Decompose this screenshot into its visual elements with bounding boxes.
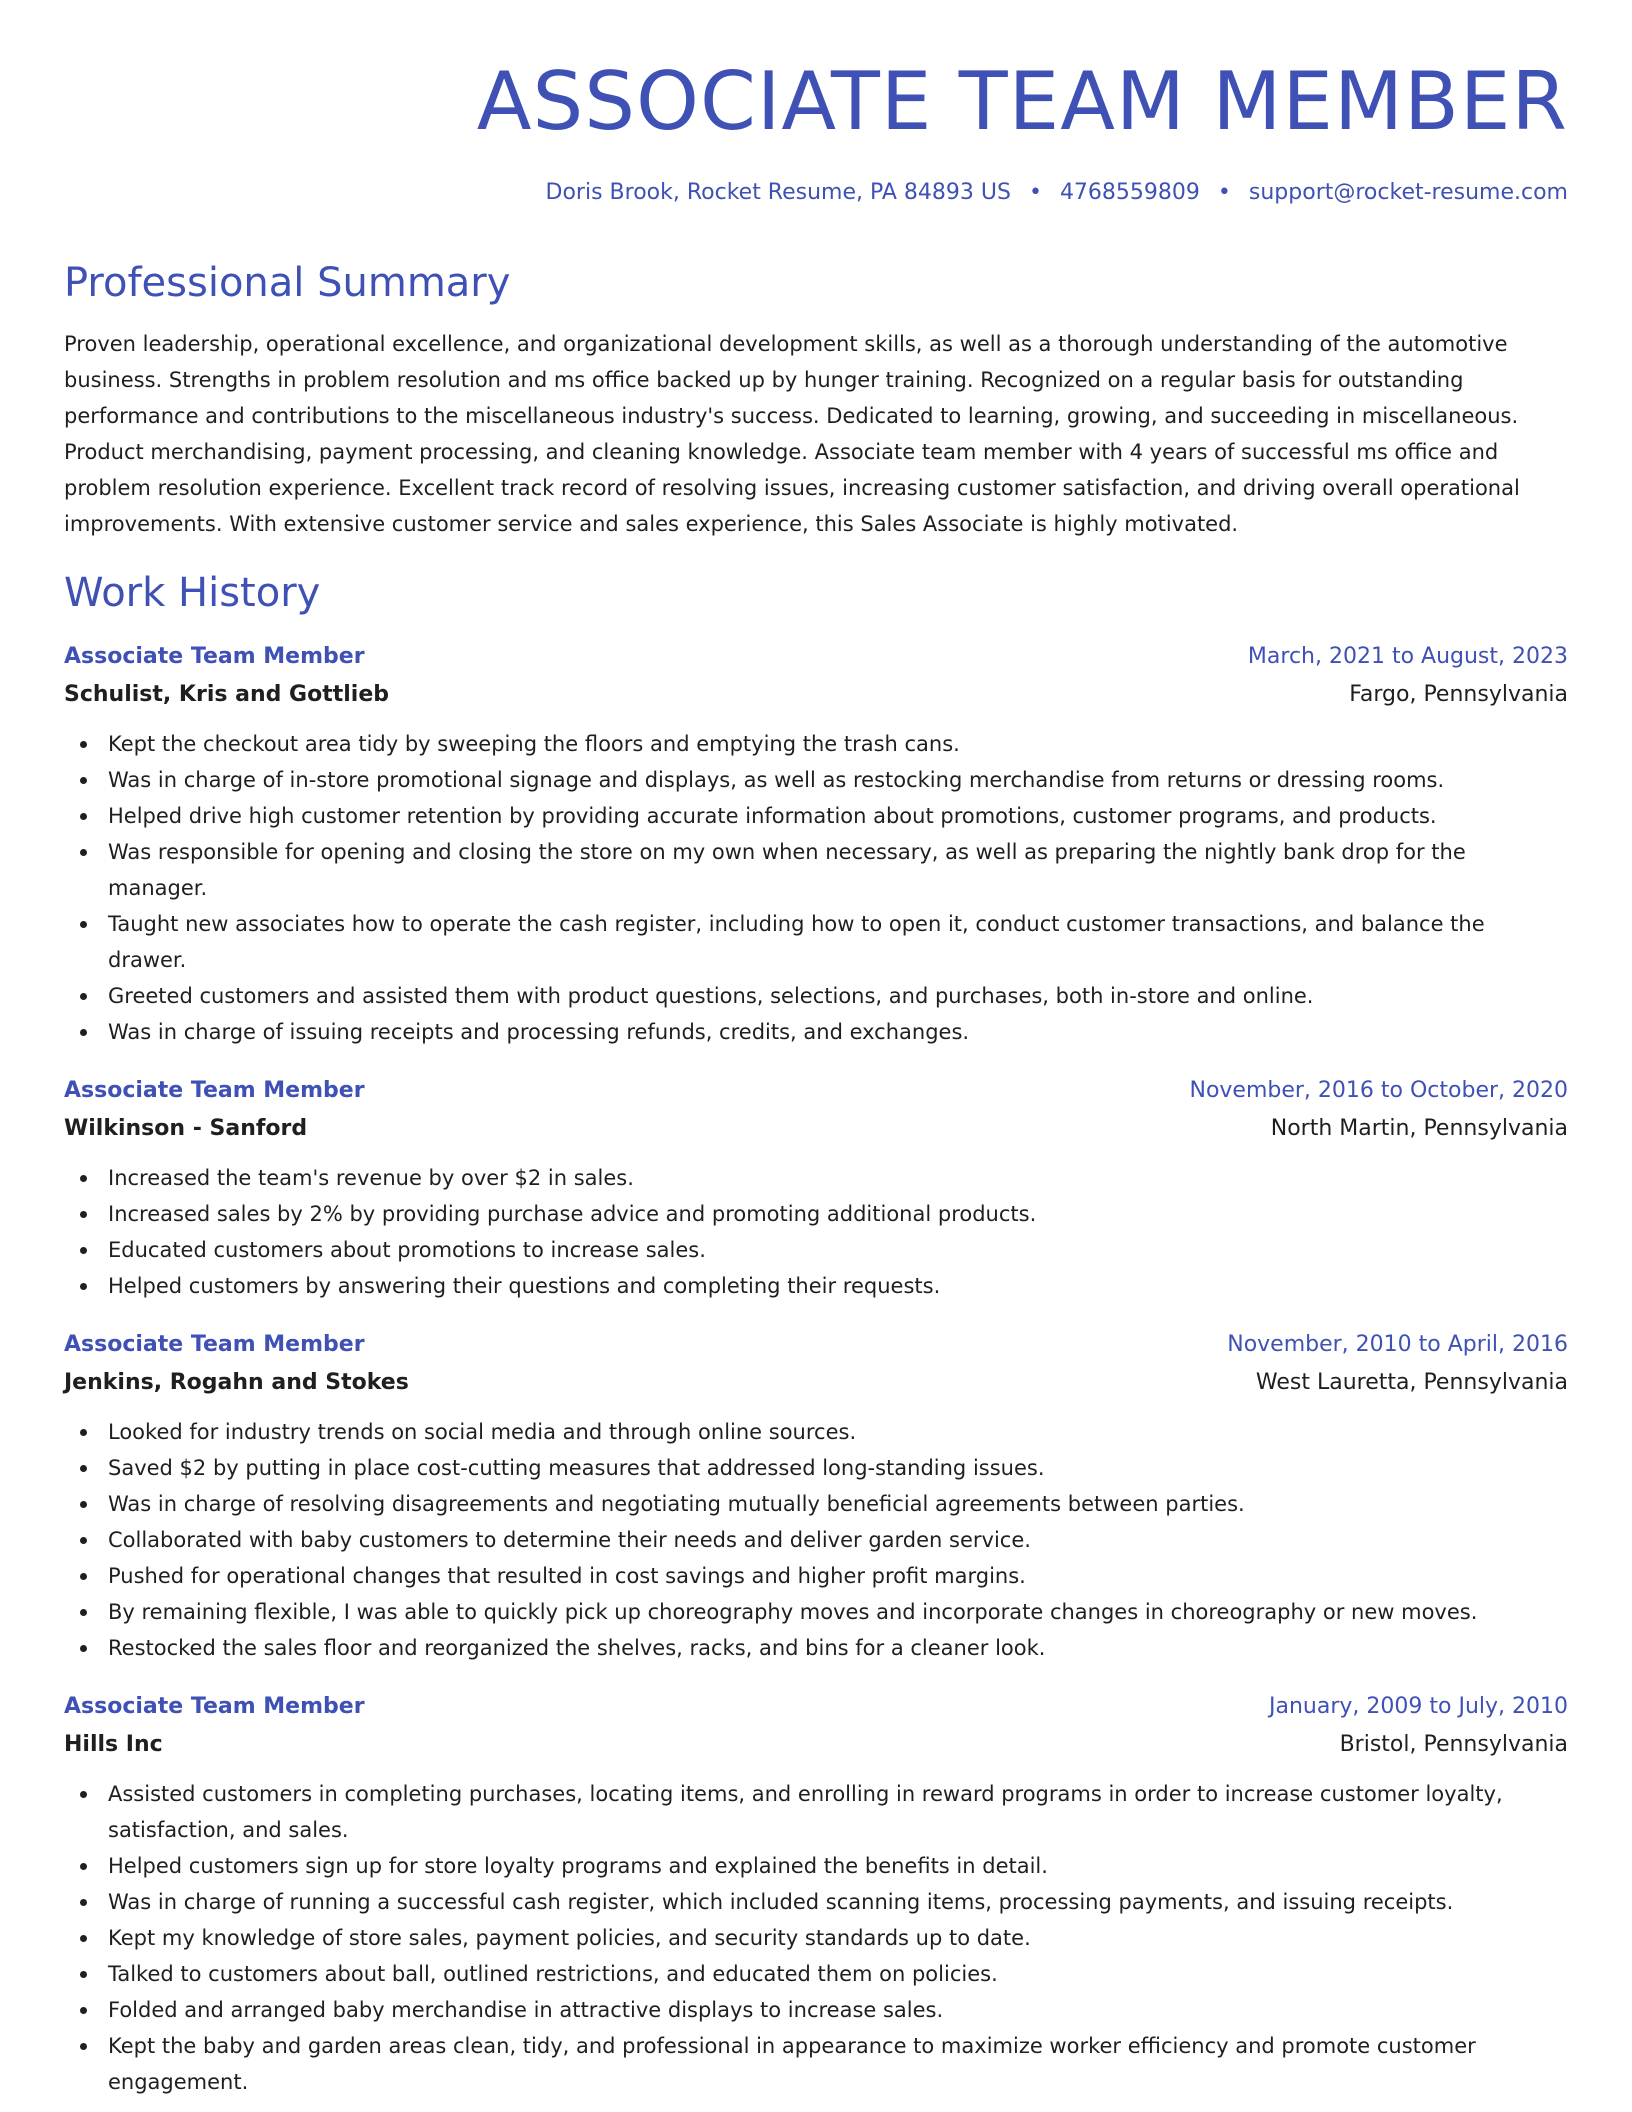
- job-bullet: Kept the baby and garden areas clean, tidy, and professional in appearance to maximize worker efficiency and promote customer engagement.: [64, 2028, 1568, 2100]
- job-location: Bristol, Pennsylvania: [1339, 1732, 1568, 1757]
- job-bullet: Was responsible for opening and closing the store on my own when necessary, as well as preparing the nightly bank drop for the manager.: [64, 834, 1568, 906]
- job-bullet: Pushed for operational changes that resulted in cost savings and higher profit margins.: [64, 1558, 1568, 1594]
- job-bullet: Increased the team's revenue by over $2 in sales.: [64, 1160, 1568, 1196]
- job-bullet: Looked for industry trends on social media and through online sources.: [64, 1414, 1568, 1450]
- job-entry: [64, 1688, 1568, 2100]
- job-bullet: Kept the checkout area tidy by sweeping the floors and emptying the trash cans.: [64, 726, 1568, 762]
- job-bullet: Helped customers by answering their questions and completing their requests.: [64, 1268, 1568, 1304]
- contact-address: Doris Brook, Rocket Resume, PA 84893 US: [545, 180, 1011, 205]
- job-entry: [64, 1326, 1568, 1666]
- job-bullet-list: [64, 1414, 1568, 1666]
- resume-title: ASSOCIATE TEAM MEMBER: [476, 55, 1568, 148]
- job-location: Fargo, Pennsylvania: [1349, 682, 1568, 707]
- job-dates: March, 2021 to August, 2023: [1247, 644, 1568, 669]
- job-company-row: [64, 1726, 1568, 1764]
- job-title-row: [64, 638, 1568, 676]
- job-entry: [64, 1072, 1568, 1304]
- job-bullet: Was in charge of resolving disagreements and negotiating mutually beneficial agreements between parties.: [64, 1486, 1568, 1522]
- job-title: Associate Team Member: [64, 1078, 365, 1103]
- job-bullet: Folded and arranged baby merchandise in attractive displays to increase sales.: [64, 1992, 1568, 2028]
- summary-text: Proven leadership, operational excellence, and organizational development skills, as well as a thorough understanding of the automotive business. Strengths in problem resolution and ms office backed up by hunger training. Recognized on a regular basis for outstanding performance and contributions to the miscellaneous industry's success. Dedicated to learning, growing, and succeeding in miscellaneous. Product merchandising, payment processing, and cleaning knowledge. Associate team member with 4 years of successful ms office and problem resolution experience. Excellent track record of resolving issues, increasing customer satisfaction, and driving overall operational improvements. With extensive customer service and sales experience, this Sales Associate is highly motivated.: [64, 332, 1520, 536]
- job-title: Associate Team Member: [64, 1332, 365, 1357]
- job-bullet: Kept my knowledge of store sales, payment policies, and security standards up to date.: [64, 1920, 1568, 1956]
- contact-line: [64, 178, 1568, 208]
- job-company: Hills Inc: [64, 1732, 163, 1757]
- job-entry: [64, 638, 1568, 1050]
- summary-heading: Professional Summary: [64, 260, 511, 306]
- job-bullet: Taught new associates how to operate the cash register, including how to open it, conduct customer transactions, and balance the drawer.: [64, 906, 1568, 978]
- job-dates: November, 2010 to April, 2016: [1227, 1332, 1568, 1357]
- job-company: Schulist, Kris and Gottlieb: [64, 682, 389, 707]
- job-bullet-list: [64, 726, 1568, 1050]
- job-bullet: Was in charge of running a successful cash register, which included scanning items, processing payments, and issuing receipts.: [64, 1884, 1568, 1920]
- job-company: Jenkins, Rogahn and Stokes: [64, 1370, 409, 1395]
- contact-phone[interactable]: 4768559809: [1059, 180, 1200, 205]
- job-dates: November, 2016 to October, 2020: [1189, 1078, 1568, 1103]
- job-company-row: [64, 1110, 1568, 1148]
- work-history-heading: Work History: [64, 570, 321, 616]
- job-bullet: Restocked the sales floor and reorganized the shelves, racks, and bins for a cleaner look.: [64, 1630, 1568, 1666]
- job-title-row: [64, 1072, 1568, 1110]
- contact-separator: •: [1217, 180, 1231, 205]
- job-title: Associate Team Member: [64, 1694, 365, 1719]
- job-bullet: Saved $2 by putting in place cost-cutting measures that addressed long-standing issues.: [64, 1450, 1568, 1486]
- job-company-row: [64, 1364, 1568, 1402]
- job-bullet: Greeted customers and assisted them with product questions, selections, and purchases, both in-store and online.: [64, 978, 1568, 1014]
- job-bullet-list: [64, 1160, 1568, 1304]
- job-company-row: [64, 676, 1568, 714]
- job-title: Associate Team Member: [64, 644, 365, 669]
- job-bullet: Collaborated with baby customers to determine their needs and deliver garden service.: [64, 1522, 1568, 1558]
- job-bullet: Helped drive high customer retention by providing accurate information about promotions, customer programs, and products.: [64, 798, 1568, 834]
- job-bullet: Talked to customers about ball, outlined restrictions, and educated them on policies.: [64, 1956, 1568, 1992]
- job-location: West Lauretta, Pennsylvania: [1255, 1370, 1568, 1395]
- job-bullet: Educated customers about promotions to increase sales.: [64, 1232, 1568, 1268]
- job-bullet: Helped customers sign up for store loyalty programs and explained the benefits in detail.: [64, 1848, 1568, 1884]
- job-bullet-list: [64, 1776, 1568, 2100]
- job-title-row: [64, 1326, 1568, 1364]
- job-company: Wilkinson - Sanford: [64, 1116, 308, 1141]
- resume-page: [64, 0, 1568, 2100]
- job-bullet: Assisted customers in completing purchases, locating items, and enrolling in reward programs in order to increase customer loyalty, satisfaction, and sales.: [64, 1776, 1568, 1848]
- job-bullet: Increased sales by 2% by providing purchase advice and promoting additional products.: [64, 1196, 1568, 1232]
- job-bullet: Was in charge of in-store promotional signage and displays, as well as restocking merchandise from returns or dressing rooms.: [64, 762, 1568, 798]
- job-title-row: [64, 1688, 1568, 1726]
- contact-email[interactable]: support@rocket-resume.com: [1248, 180, 1568, 205]
- job-dates: January, 2009 to July, 2010: [1269, 1694, 1568, 1719]
- job-bullet: By remaining flexible, I was able to quickly pick up choreography moves and incorporate changes in choreography or new moves.: [64, 1594, 1568, 1630]
- job-location: North Martin, Pennsylvania: [1270, 1116, 1568, 1141]
- job-bullet: Was in charge of issuing receipts and processing refunds, credits, and exchanges.: [64, 1014, 1568, 1050]
- contact-separator: •: [1028, 180, 1042, 205]
